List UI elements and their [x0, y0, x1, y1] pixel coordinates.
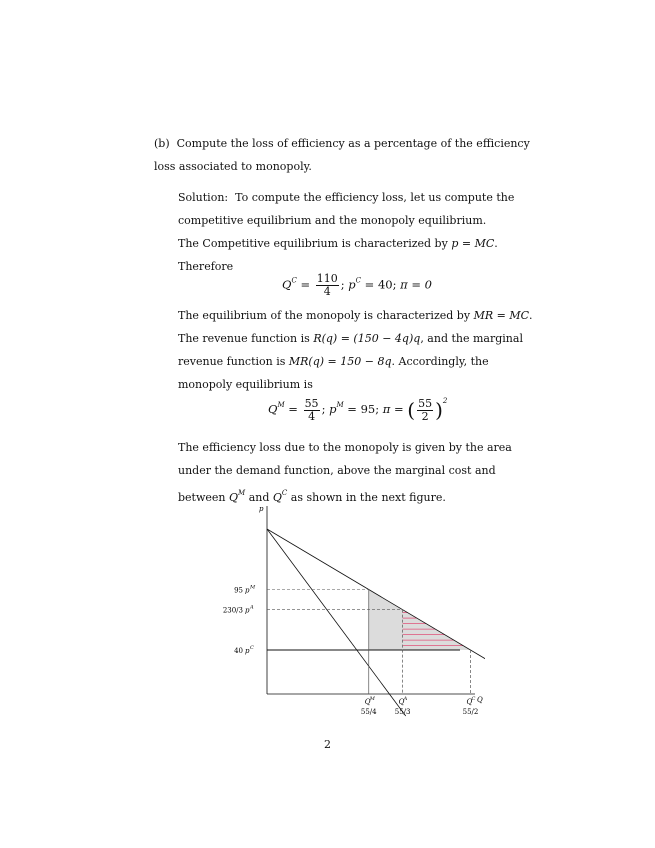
marginal-revenue-function: MR(q) = 150 − 8q	[288, 355, 392, 368]
x-tick-sup: M	[369, 696, 375, 702]
eq1-p-value: = 40;	[364, 277, 397, 292]
equation-competitive: $Q^C$ = $\frac{110}{4}$ ; $p^C = 40$; π = 0	[282, 272, 432, 298]
eq1-fraction	[316, 273, 339, 298]
problem-statement	[154, 132, 539, 178]
eq2-num: 55	[304, 396, 319, 410]
equation-monopoly: $Q^M$ = $\frac{55}{4}$ ; $p^M = 95$; π = ( $\frac{55}{2}$ )$^2$	[268, 396, 448, 423]
solution-intro	[178, 186, 536, 232]
competitive-text: The Competitive equilibrium is characterized by	[178, 237, 448, 250]
revenue-text: . The revenue function is	[178, 309, 533, 345]
loss-text: The efficiency loss due to the monopoly is given by the area under the demand function, above the marginal cost and between	[178, 441, 512, 504]
x-tick-sup: A	[403, 696, 408, 702]
eq2-profit-fraction	[417, 398, 433, 423]
monopoly-conclusion: . Accordingly, the monopoly equilibrium is	[178, 355, 489, 391]
y-tick-sup: A	[250, 604, 254, 611]
eq1-p-symbol: p	[348, 277, 356, 292]
eq2-p-symbol: p	[329, 402, 337, 416]
x-tick-symbol: Q	[398, 698, 405, 706]
marginal-text: , and the marginal revenue function is	[178, 332, 523, 368]
competitive-therefore: . Therefore	[178, 237, 498, 273]
y-tick-label: 230/3	[222, 606, 243, 615]
monopoly-text: The equilibrium of the monopoly is characterized by	[178, 309, 471, 322]
loss-qm: Q	[229, 491, 239, 504]
y-tick-sup: M	[250, 584, 256, 591]
solution-lead: Solution:	[178, 191, 229, 204]
loss-qc: Q	[272, 491, 282, 504]
problem-label: (b)	[154, 137, 170, 150]
eq1-num: 110	[316, 272, 338, 285]
y-tick-symbol: p	[245, 647, 250, 655]
x-tick-symbol: Q	[364, 698, 371, 706]
loss-paragraph	[178, 436, 536, 509]
solution-intro-text: To compute the efficiency loss, let us compute the competitive equilibrium and the monopoly equilibrium.	[178, 191, 515, 227]
eq2-fraction	[304, 398, 320, 423]
eq2-profit-num: 55	[418, 396, 433, 410]
competitive-condition: p = MC	[451, 237, 495, 250]
eq2-profit-den: 2	[421, 409, 429, 423]
x-tick-symbol: Q	[466, 698, 473, 706]
eq2-den: 4	[308, 409, 316, 423]
y-tick-symbol: p	[245, 586, 250, 595]
eq2-profit-label: π =	[382, 402, 404, 416]
page-number: 2	[324, 738, 331, 751]
eq2-p-sup: M	[336, 401, 344, 409]
eq2-profit-exponent: 2	[442, 397, 448, 405]
competitive-paragraph	[178, 232, 536, 278]
y-tick-label: 95	[234, 586, 243, 595]
efficiency-loss-figure	[215, 502, 485, 722]
x-tick-sup: C	[471, 696, 476, 702]
eq1-q-symbol: Q	[282, 277, 292, 292]
loss-qm-sup: M	[238, 489, 246, 497]
problem-text: Compute the loss of efficiency as a percentage of the efficiency loss associated to monopoly.	[154, 137, 530, 173]
loss-and: and	[248, 491, 270, 504]
eq1-profit: π = 0	[400, 277, 432, 292]
loss-post: as shown in the next figure.	[290, 491, 446, 504]
loss-qc-sup: C	[281, 489, 288, 497]
x-tick-label: 55/3	[394, 708, 411, 716]
y-tick-symbol: p	[245, 606, 250, 615]
y-axis-label: p	[259, 505, 264, 513]
monopoly-condition: MR = MC	[473, 309, 529, 322]
eq2-p-value: = 95;	[347, 402, 380, 416]
eq2-q-sup: M	[277, 401, 285, 409]
eq1-p-sup: C	[355, 276, 362, 285]
y-tick-sup: C	[250, 645, 254, 651]
monopoly-paragraph	[178, 304, 536, 396]
x-axis-label: Q	[477, 696, 483, 704]
x-tick-label: 55/4	[360, 708, 377, 716]
eq1-den: 4	[323, 285, 331, 298]
revenue-function: R(q) = (150 − 4q)q	[313, 332, 421, 345]
y-tick-label: 40	[234, 647, 243, 655]
eq1-q-sup: C	[291, 276, 297, 285]
eq2-q-symbol: Q	[268, 402, 278, 416]
x-tick-label: 55/2	[462, 708, 479, 716]
